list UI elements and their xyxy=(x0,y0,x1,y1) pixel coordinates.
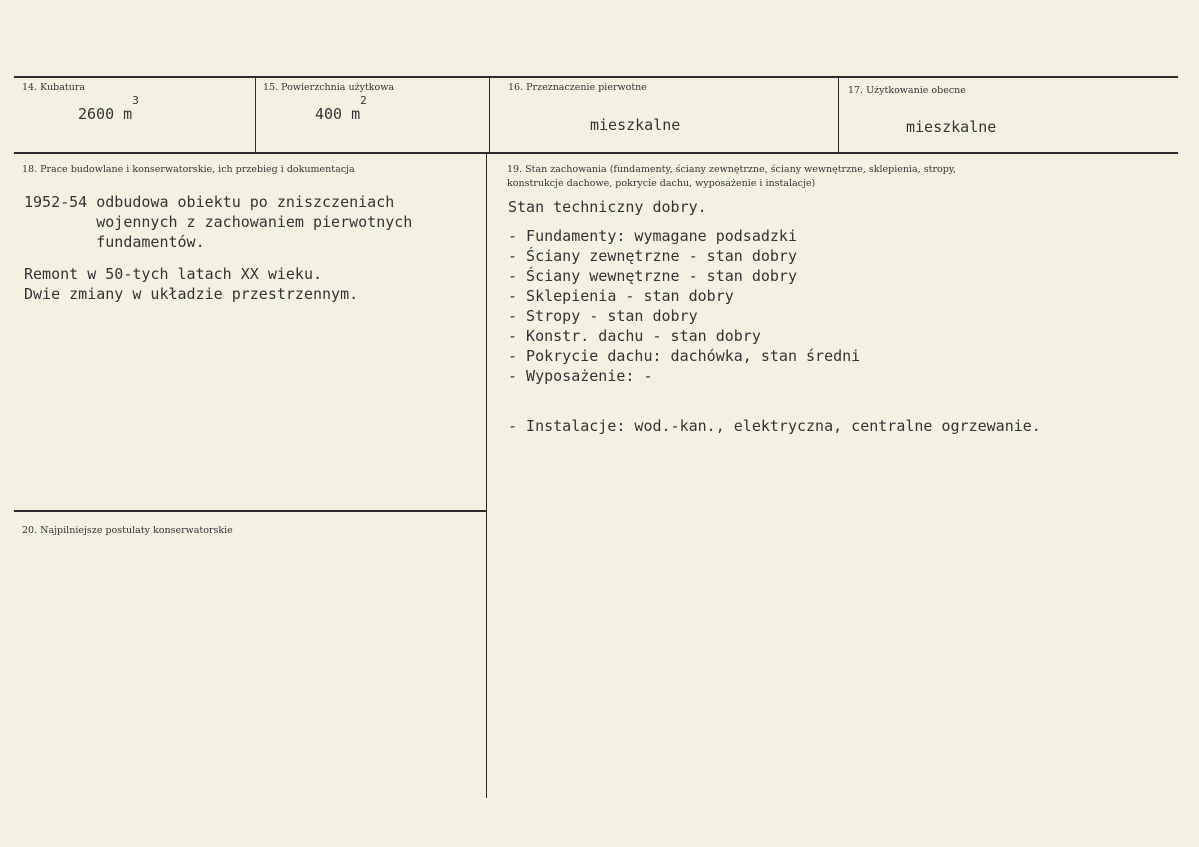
text-line: - Instalacje: wod.-kan., elektryczna, centralne ogrzewanie. xyxy=(508,417,1041,435)
top-border-line xyxy=(14,76,1178,78)
text-line: - Pokrycie dachu: dachówka, stan średni xyxy=(508,347,861,365)
text-line: - Stropy - stan dobry xyxy=(508,307,698,325)
usable-area-number: 400 m xyxy=(315,105,361,123)
original-purpose-value: mieszkalne xyxy=(590,116,681,134)
cubature-value xyxy=(78,94,139,124)
text-line: Dwie zmiany w układzie przestrzennym. xyxy=(24,285,359,303)
construction-works-label: 18. Prace budowlane i konserwatorskie, ich przebieg i dokumentacja xyxy=(22,164,355,175)
cubature-number: 2600 m xyxy=(78,105,133,123)
usable-area-label: 15. Powierzchnia użytkowa xyxy=(263,82,395,93)
text-line: wojennych z zachowaniem pierwotnych xyxy=(24,213,413,231)
cubature-label: 14. Kubatura xyxy=(22,82,86,93)
text-line: - Wyposażenie: - xyxy=(508,367,653,385)
row1-bottom-line xyxy=(14,152,1178,154)
text-line: Remont w 50-tych latach XX wieku. xyxy=(24,265,323,283)
original-purpose-label: 16. Przeznaczenie pierwotne xyxy=(508,82,647,93)
divider-14-15 xyxy=(255,77,256,153)
text-line: 1952-54 odbudowa obiektu po zniszczeniach xyxy=(24,193,395,211)
cubature-exponent: 3 xyxy=(132,94,139,107)
conservation-postulates-label: 20. Najpilniejsze postulaty konserwatorskie xyxy=(22,525,233,536)
divider-16-17 xyxy=(838,77,839,153)
divider-15-16 xyxy=(489,77,490,153)
text-line: - Ściany zewnętrzne - stan dobry xyxy=(508,247,797,265)
text-line: - Konstr. dachu - stan dobry xyxy=(508,327,761,345)
condition-label-line1: 19. Stan zachowania (fundamenty, ściany zewnętrzne, ściany wewnętrzne, sklepienia, stropy, xyxy=(507,164,956,175)
usable-area-exponent: 2 xyxy=(360,94,367,107)
row3-top-line xyxy=(14,510,487,512)
text-line: - Ściany wewnętrzne - stan dobry xyxy=(508,267,797,285)
condition-label-line2: konstrukcje dachowe, pokrycie dachu, wyposażenie i instalacje) xyxy=(507,178,816,189)
usable-area-value xyxy=(315,94,367,124)
divider-18-19 xyxy=(486,153,487,798)
text-line: fundamentów. xyxy=(24,233,205,251)
text-line: - Fundamenty: wymagane podsadzki xyxy=(508,227,797,245)
text-line: - Sklepienia - stan dobry xyxy=(508,287,734,305)
current-use-label: 17. Użytkowanie obecne xyxy=(848,85,966,96)
current-use-value: mieszkalne xyxy=(906,118,997,136)
text-line: Stan techniczny dobry. xyxy=(508,198,707,216)
